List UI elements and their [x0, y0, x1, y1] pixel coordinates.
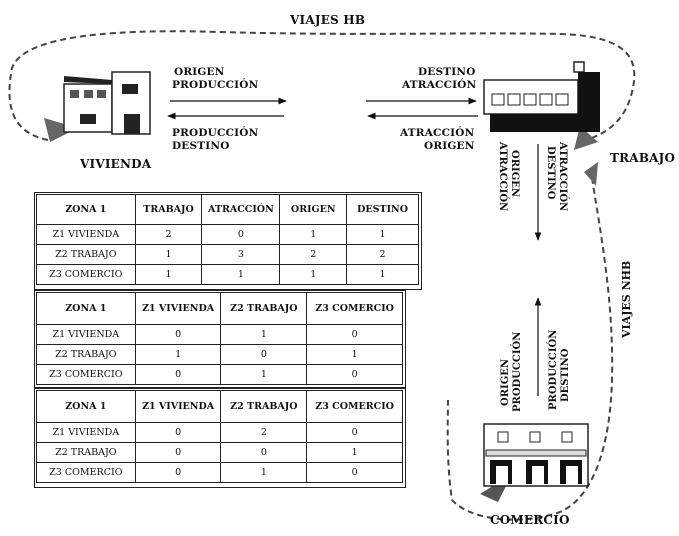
- table2-header: Z3 COMERCIO: [307, 293, 403, 325]
- nhb-trips-label: VIAJES NHB: [620, 260, 633, 338]
- table1-cell: 1: [280, 265, 347, 285]
- home-label: VIVIENDA: [80, 157, 152, 171]
- table1-cell: 1: [347, 265, 419, 285]
- table3-cell: 0: [307, 463, 403, 483]
- table1-cell: Z2 TRABAJO: [37, 245, 136, 265]
- table2-cell: 0: [307, 325, 403, 345]
- table1-cell: Z3 COMERCIO: [37, 265, 136, 285]
- table2-cell: 1: [221, 365, 307, 385]
- table1-header: TRABAJO: [135, 195, 202, 225]
- table3-cell: 0: [307, 423, 403, 443]
- hb-trips-label: VIAJES HB: [290, 13, 366, 27]
- table1-cell: 1: [135, 245, 202, 265]
- table1-header: ATRACCIÓN: [202, 195, 280, 225]
- table-row: [37, 325, 403, 345]
- table1-cell: 1: [347, 225, 419, 245]
- table2-cell: 1: [221, 325, 307, 345]
- work-out-label-1: ATRACCIÓN: [400, 127, 475, 139]
- table1-cell: 2: [280, 245, 347, 265]
- table-row: [37, 423, 403, 443]
- table1-cell: 0: [202, 225, 280, 245]
- table3-cell: 0: [135, 463, 221, 483]
- table-row: [37, 463, 403, 483]
- table1-cell: 1: [202, 265, 280, 285]
- table1-cell: 1: [280, 225, 347, 245]
- home-building-icon: [64, 72, 150, 134]
- table-row: [37, 365, 403, 385]
- work-vert-right-label-1: DESTINO: [545, 146, 556, 200]
- table2-cell: Z3 COMERCIO: [37, 365, 136, 385]
- table2-cell: Z1 VIVIENDA: [37, 325, 136, 345]
- table2-header: Z2 TRABAJO: [221, 293, 307, 325]
- table2-cell: 1: [307, 345, 403, 365]
- table2-header: Z1 VIVIENDA: [135, 293, 221, 325]
- table2-header: ZONA 1: [37, 293, 136, 325]
- commerce-vert-right-label-2: DESTINO: [560, 348, 571, 402]
- work-vert-left-label-1: ATRACCIÓN: [497, 142, 508, 212]
- table3-header-row: [37, 391, 403, 423]
- work-label: TRABAJO: [610, 151, 676, 165]
- table-row: [37, 245, 419, 265]
- commerce-vert-left-label-2: PRODUCCIÓN: [512, 331, 523, 412]
- table3-header: Z3 COMERCIO: [307, 391, 403, 423]
- home-in-label-2: DESTINO: [172, 140, 230, 152]
- work-out-label-2: ORIGEN: [424, 140, 475, 152]
- table3-cell: 1: [307, 443, 403, 463]
- table3-cell: 0: [221, 443, 307, 463]
- table1-header: ORIGEN: [280, 195, 347, 225]
- trip-summary-table: [36, 194, 419, 285]
- table1-cell: 1: [135, 265, 202, 285]
- table3-cell: 2: [221, 423, 307, 443]
- table1-cell: 3: [202, 245, 280, 265]
- work-in-label-1: DESTINO: [418, 66, 476, 78]
- table2-cell: 0: [307, 365, 403, 385]
- table2-cell: 0: [135, 365, 221, 385]
- table3-header: ZONA 1: [37, 391, 136, 423]
- table1-header-row: [37, 195, 419, 225]
- table-row: [37, 345, 403, 365]
- table-row: [37, 265, 419, 285]
- table3-cell: 0: [135, 423, 221, 443]
- table1-header: ZONA 1: [37, 195, 136, 225]
- table3-header: Z2 TRABAJO: [221, 391, 307, 423]
- table2-cell: Z2 TRABAJO: [37, 345, 136, 365]
- commerce-label: COMERCIO: [490, 513, 570, 527]
- table2-cell: 0: [221, 345, 307, 365]
- table3-cell: 0: [135, 443, 221, 463]
- commerce-vert-right-label-1: PRODUCCIÓN: [548, 329, 559, 410]
- home-out-label-1: ORIGEN: [174, 66, 225, 78]
- home-out-label-2: PRODUCCIÓN: [172, 79, 259, 91]
- table3-cell: Z1 VIVIENDA: [37, 423, 136, 443]
- table-row: [37, 443, 403, 463]
- home-in-label-1: PRODUCCIÓN: [172, 127, 259, 139]
- table1-cell: 2: [347, 245, 419, 265]
- table3-cell: 1: [221, 463, 307, 483]
- table-row: [37, 225, 419, 245]
- nhb-matrix-table: [36, 390, 403, 483]
- work-vert-right-label-2: ATRACCIÓN: [557, 142, 568, 212]
- work-building-icon: [484, 62, 600, 132]
- table3-header: Z1 VIVIENDA: [135, 391, 221, 423]
- table1-cell: 2: [135, 225, 202, 245]
- table2-cell: 1: [135, 345, 221, 365]
- table1-header: DESTINO: [347, 195, 419, 225]
- commerce-vert-left-label-1: ORIGEN: [500, 358, 511, 406]
- work-in-label-2: ATRACCIÓN: [402, 79, 477, 91]
- table1-cell: Z1 VIVIENDA: [37, 225, 136, 245]
- table2-header-row: [37, 293, 403, 325]
- nhb-loop-arrowhead-work: [584, 162, 598, 186]
- table3-cell: Z3 COMERCIO: [37, 463, 136, 483]
- work-vert-left-label-2: ORIGEN: [509, 150, 520, 198]
- table2-cell: 0: [135, 325, 221, 345]
- hb-matrix-table: [36, 292, 403, 385]
- commerce-building-icon: [484, 424, 588, 486]
- table3-cell: Z2 TRABAJO: [37, 443, 136, 463]
